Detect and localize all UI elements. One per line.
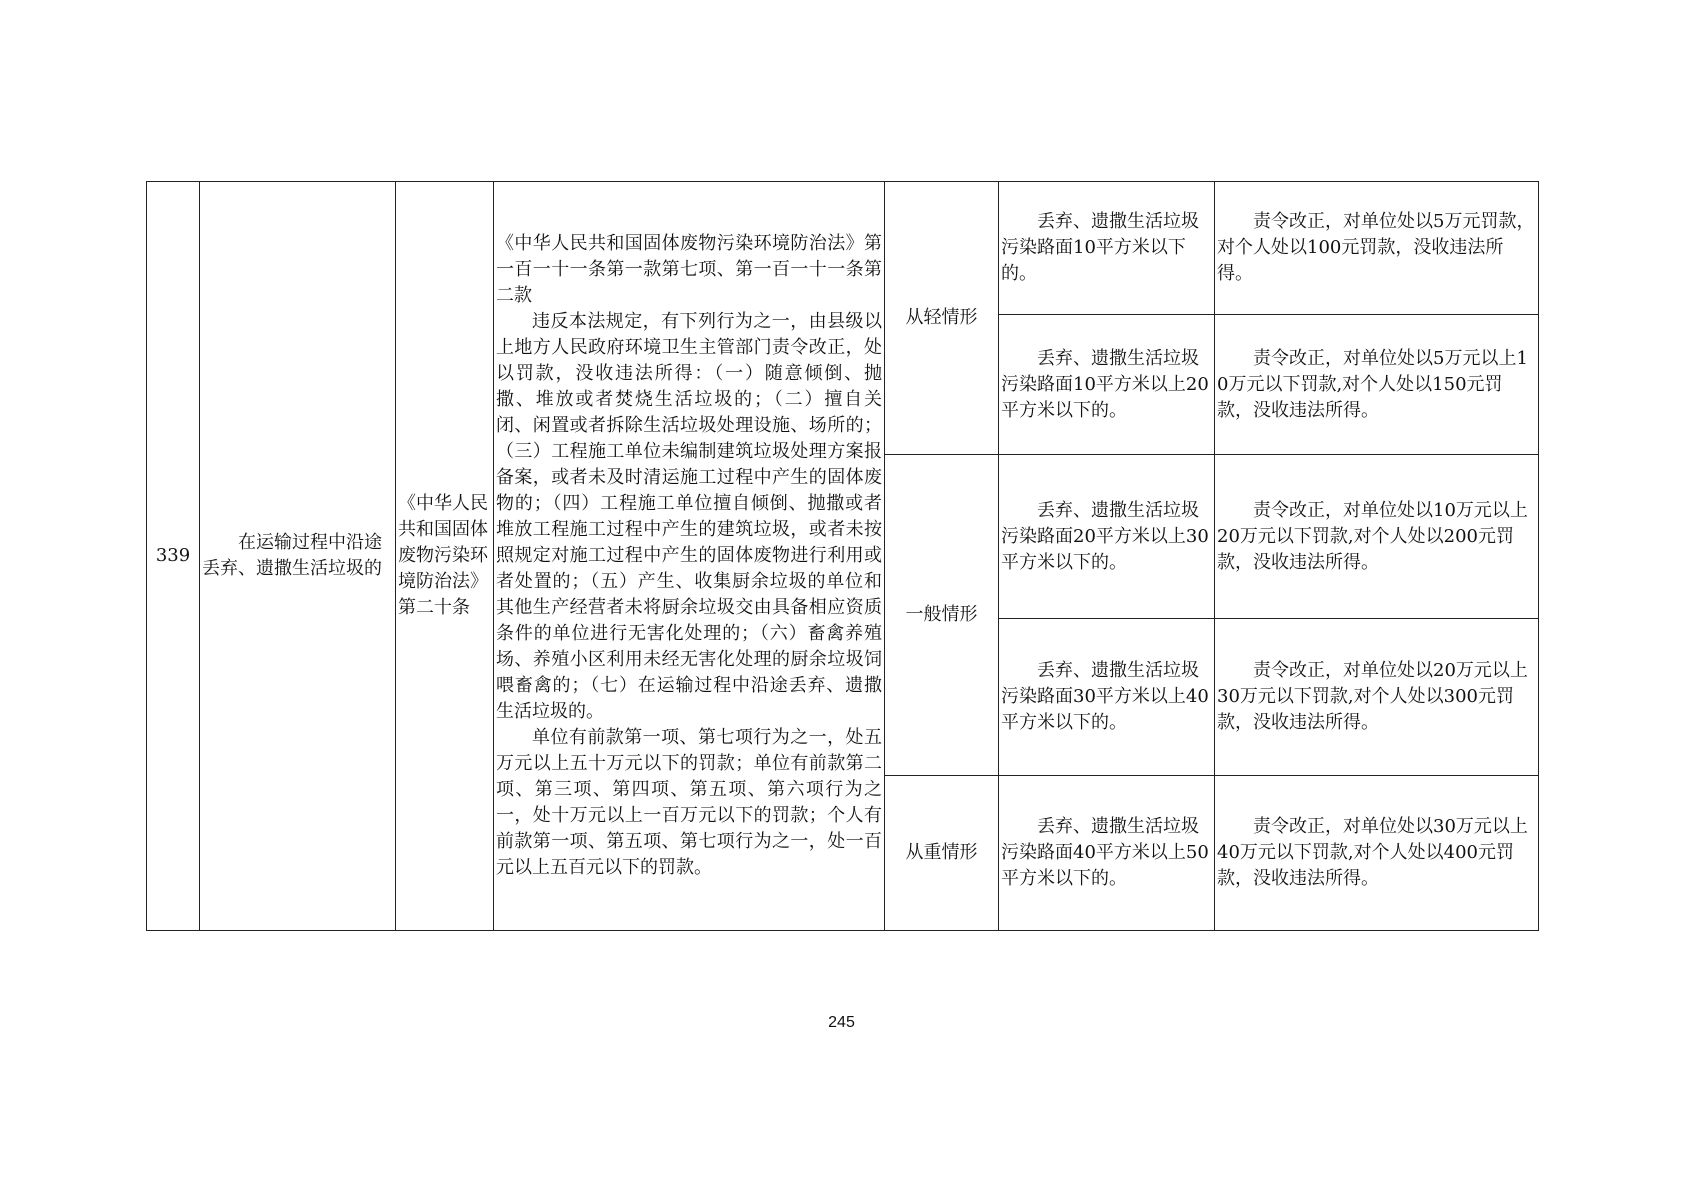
provision-title: 《中华人民共和国固体废物污染环境防治法》第一百一十一条第一款第七项、第一百一十一条第二款 [496,233,882,306]
provision-paragraph-1: 违反本法规定，有下列行为之一，由县级以上地方人民政府环境卫生主管部门责令改正，处以罚款，没收违法所得：（一）随意倾倒、抛撒、堆放或者焚烧生活垃圾的；（二）擅自关闭、闲置或者拆除生活垃圾处理设施、场所的；（三）工程施工单位未编制建筑垃圾处理方案报备案，或者未及时清运施工过程中产生的固体废物的；（四）工程施工单位擅自倾倒、抛撒或者堆放工程施工过程中产生的建筑垃圾，或者未按照规定对施工过程中产生的固体废物进行利用或者处置的；（五）产生、收集厨余垃圾的单位和其他生产经营者未将厨余垃圾交由具备相应资质条件的单位进行无害化处理的；（六）畜禽养殖场、养殖小区利用未经无害化处理的厨余垃圾饲喂畜禽的；（七）在运输过程中沿途丢弃、遗撒生活垃圾的。 [496,311,882,722]
legal-basis: 《中华人民共和国固体废物污染环境防治法》第二十条 [396,182,494,931]
case-condition: 丢弃、遗撒生活垃圾污染路面10平方米以下的。 [999,182,1215,315]
case-condition: 丢弃、遗撒生活垃圾污染路面40平方米以上50平方米以下的。 [999,776,1215,931]
penalty-provision [494,182,885,931]
provision-paragraph-2: 单位有前款第一项、第七项行为之一，处五万元以上五十万元以下的罚款；单位有前款第二项、第三项、第四项、第五项、第六项行为之一，处十万元以上一百万元以下的罚款；个人有前款第一项、第五项、第七项行为之一，处一百元以上五百元以下的罚款。 [496,727,882,878]
level-general: 一般情形 [885,455,999,776]
table-row [147,182,1539,315]
case-penalty: 责令改正，对单位处以5万元以上10万元以下罚款,对个人处以150元罚款，没收违法所得。 [1215,315,1539,455]
item-number: 339 [147,182,200,931]
case-penalty: 责令改正，对单位处以5万元罚款，对个人处以100元罚款，没收违法所得。 [1215,182,1539,315]
violation-item: 在运输过程中沿途丢弃、遗撒生活垃圾的 [200,182,396,931]
case-penalty: 责令改正，对单位处以20万元以上30万元以下罚款,对个人处以300元罚款，没收违法所得。 [1215,619,1539,776]
penalty-discretion-table [146,181,1539,931]
case-condition: 丢弃、遗撒生活垃圾污染路面10平方米以上20平方米以下的。 [999,315,1215,455]
level-lenient: 从轻情形 [885,182,999,455]
level-severe: 从重情形 [885,776,999,931]
case-penalty: 责令改正，对单位处以10万元以上20万元以下罚款,对个人处以200元罚款，没收违法所得。 [1215,455,1539,619]
case-condition: 丢弃、遗撒生活垃圾污染路面20平方米以上30平方米以下的。 [999,455,1215,619]
case-condition: 丢弃、遗撒生活垃圾污染路面30平方米以上40平方米以下的。 [999,619,1215,776]
page-number: 245 [828,1014,855,1031]
case-penalty: 责令改正，对单位处以30万元以上40万元以下罚款,对个人处以400元罚款，没收违法所得。 [1215,776,1539,931]
